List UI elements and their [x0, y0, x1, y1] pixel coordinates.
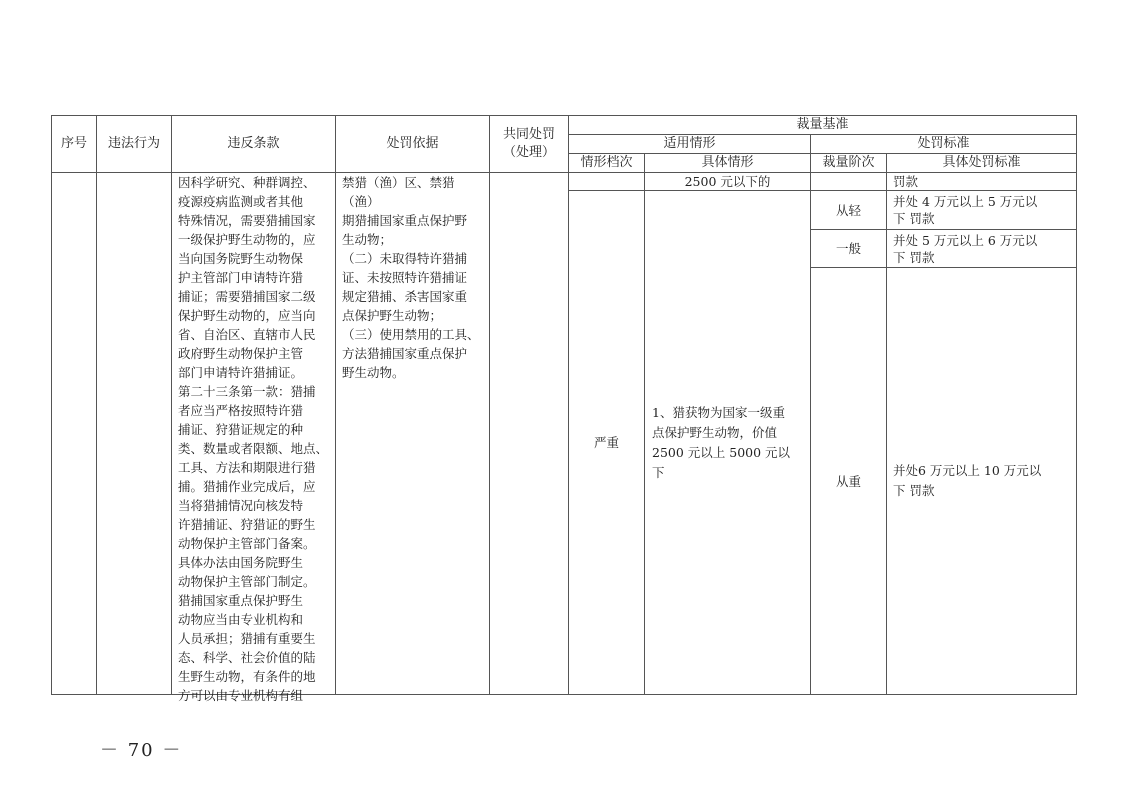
header-act: 违法行为	[107, 136, 160, 151]
penalty-heavy: 并处6 万元以上 10 万元以 下 罚款	[893, 463, 1042, 498]
page-number: － 70 －	[100, 740, 183, 761]
penalty-normal: 并处 5 万元以上 6 万元以 下 罚款	[893, 232, 1038, 265]
severe-detail: 1、猎获物为国家一级重 点保护野生动物，价值 2500 元以上 5000 元以 下	[652, 404, 791, 480]
header-standard: 处罚标准	[917, 136, 970, 151]
penalty-light: 并处 4 万元以上 5 万元以 下 罚款	[893, 194, 1038, 226]
degree-light: 从轻	[835, 202, 861, 218]
header-seq: 序号	[60, 136, 87, 151]
header-detail: 具体情形	[701, 155, 754, 170]
cont-row-detail: 2500 元以下的	[684, 174, 771, 189]
degree-normal: 一般	[835, 241, 861, 256]
severe-level: 严重	[593, 435, 619, 450]
header-degree: 裁量阶次	[822, 155, 875, 170]
header-common: 共同处罚 （处理）	[502, 127, 555, 160]
cont-row-penalty: 罚款	[893, 174, 919, 189]
header-basis: 处罚依据	[386, 136, 439, 151]
basis-text: 禁猎（渔）区、禁猎（渔） 期猎捕国家重点保护野 生动物； （二）未取得特许猎捕 证、未按照特许猎捕证 规定猎捕、杀害国家重 点保护野生动物； （三）使用禁用的工具、 方法猎捕国家重点保护 野生动物。	[342, 175, 480, 380]
header-level: 情形档次	[580, 155, 633, 170]
degree-heavy: 从重	[835, 473, 861, 489]
clause-text: 因科学研究、种群调控、 疫源疫病监测或者其他 特殊情况，需要猎捕国家 一级保护野生动物的，应 当向国务院野生动物保 护主管部门申请特许猎 捕证；需要猎捕国家二级 保护野生动物的，应当向 省、自治区、直辖市人民 政府野生动物保护主管 部门申请特许猎捕证。 第二十三条第一款：猎捕 者应当严格按照特许猎 捕证、狩猎证规定的种 类、数量或者限额、地点、 工具、方法和期限进行猎 捕。猎捕作业完成后，应 当将猎捕情况向核发特 许猎捕证、狩猎证的野生 动物保护主管部门备案。 具体办法由国务院野生 动物保护主管部门制定。 猎捕国家重点保护野生 动物应当由专业机构和 人员承担；猎捕有重要生 态、科学、社会价值的陆 生野生动物，有条件的地 方可以由专业机构有组	[178, 175, 329, 703]
header-situation: 适用情形	[663, 136, 716, 151]
header-penalty: 具体处罚标准	[942, 155, 1021, 170]
header-clause: 违反条款	[227, 136, 280, 151]
header-benchmark: 裁量基准	[796, 117, 849, 132]
